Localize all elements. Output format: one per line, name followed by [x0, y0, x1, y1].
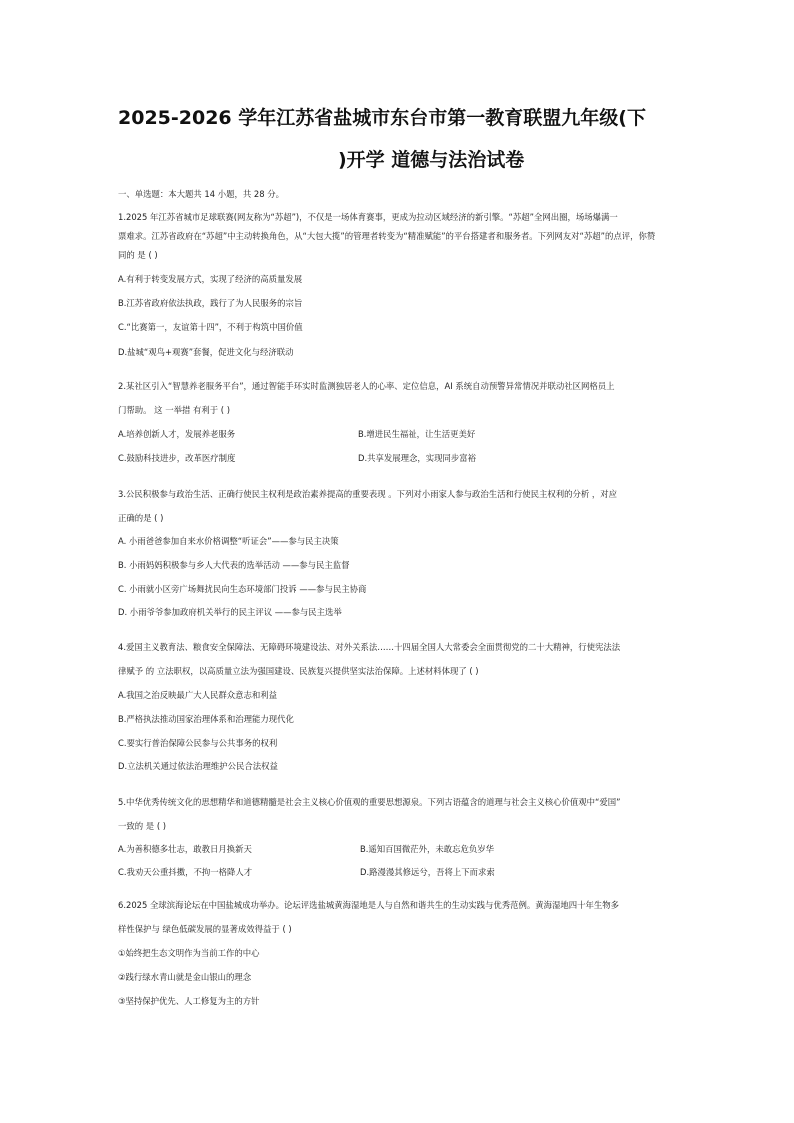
q2-stem-line-2: 门帮助。 这 一举措 有利于 ( ) — [118, 405, 230, 415]
q3-option-c: C. 小雨就小区旁广场舞扰民向生态环境部门投诉 ——参与民主协商 — [118, 584, 367, 594]
q6-stem-line-1: 6.2025 全球滨海论坛在中国盐城成功举办。论坛评选盐城黄海湿地是人与自然和谐共生的生动实践与优秀范例。黄海湿地四十年生物多 — [118, 900, 619, 910]
q5-option-c: C.我劝天公重抖擞，不拘一格降人才 — [118, 867, 253, 877]
q6-option-1: ①始终把生态文明作为当前工作的中心 — [118, 948, 260, 958]
q5-stem-line-1: 5.中华优秀传统文化的思想精华和道德精髓是社会主义核心价值观的重要思想源泉。下列古语蕴含的道理与社会主义核心价值观中“爱国” — [118, 797, 621, 807]
q3-option-a: A. 小雨爸爸参加自来水价格调整“听证会”——参与民主决策 — [118, 536, 339, 546]
q1-option-a: A.有利于转变发展方式，实现了经济的高质量发展 — [118, 274, 303, 284]
q2-option-b: B.增进民生福祉，让生活更美好 — [358, 429, 476, 439]
q6-option-2: ②践行绿水青山就是金山银山的理念 — [118, 972, 252, 982]
q1-option-d: D.盐城“观鸟+观赛”套餐，促进文化与经济联动 — [118, 347, 294, 357]
q2-option-a: A.培养创新人才，发展养老服务 — [118, 429, 236, 439]
q1-stem-line-1: 1.2025 年江苏省城市足球联赛(网友称为“苏超”)，不仅是一场体育赛事，更成为拉动区域经济的新引擎。“苏超”全网出圈，场场爆满一 — [118, 212, 618, 222]
q4-option-d: D.立法机关通过依法治理维护公民合法权益 — [118, 761, 278, 771]
q4-option-c: C.要实行普治保障公民参与公共事务的权利 — [118, 738, 278, 748]
q5-option-b: B.遥知百国微茫外，未敢忘危负岁华 — [360, 844, 495, 854]
q1-option-c: C.“比赛第一，友谊第十四”，不利于构筑中国价值 — [118, 322, 303, 332]
q1-stem-line-2: 票难求。江苏省政府在“苏超”中主动转换角色，从“大包大揽”的管理者转变为“精准赋能”的平台搭建者和服务者。下列网友对“苏超”的点评，你赞 — [118, 231, 656, 241]
q6-stem-line-2: 样性保护与 绿色低碳发展的显著成效得益于 ( ) — [118, 924, 292, 934]
section-heading: 一、单选题：本大题共 14 小题，共 28 分。 — [118, 189, 284, 199]
q2-option-c: C.鼓励科技进步，改革医疗制度 — [118, 453, 236, 463]
q4-stem-line-2: 律赋予 的 立法职权，以高质量立法为强国建设、民族复兴提供坚实法治保障。上述材料体现了 ( ) — [118, 666, 479, 676]
q3-stem-line-2: 正确的是 ( ) — [118, 513, 164, 523]
q2-stem-line-1: 2.某社区引入“智慧养老服务平台”，通过智能手环实时监测独居老人的心率、定位信息，AI 系统自动预警异常情况并联动社区网格员上 — [118, 381, 615, 391]
q2-option-d: D.共享发展理念，实现同步富裕 — [358, 453, 476, 463]
q1-stem-line-3: 同的 是 ( ) — [118, 250, 158, 260]
exam-title-line-1: 2025-2026 学年江苏省盐城市东台市第一教育联盟九年级(下 — [118, 107, 646, 129]
q5-option-d: D.路漫漫其修远兮，吾将上下而求索 — [360, 867, 495, 877]
q1-option-b: B.江苏省政府依法执政，践行了为人民服务的宗旨 — [118, 298, 303, 308]
q4-option-a: A.我国之治反映最广大人民群众意志和利益 — [118, 690, 277, 700]
q3-option-b: B. 小雨妈妈积极参与乡人大代表的选举活动 ——参与民主监督 — [118, 560, 350, 570]
q6-option-3: ③坚持保护优先、人工修复为主的方针 — [118, 996, 260, 1006]
q3-option-d: D. 小雨爷爷参加政府机关举行的民主评议 ——参与民主选举 — [118, 607, 342, 617]
exam-title-line-2: )开学 道德与法治试卷 — [338, 149, 525, 171]
q5-option-a: A.为善积德多壮志，敢教日月换新天 — [118, 844, 252, 854]
q5-stem-line-2: 一致的 是 ( ) — [118, 821, 167, 831]
q3-stem-line-1: 3.公民积极参与政治生活、正确行使民主权利是政治素养提高的重要表现 。下列对小雨家人参与政治生活和行使民主权利的分析 ，对应 — [118, 489, 618, 499]
q4-stem-line-1: 4.爱国主义教育法、粮食安全保障法、无障碍环境建设法、对外关系法……十四届全国人大常委会全面贯彻党的二十大精神，行使宪法法 — [118, 642, 621, 652]
q4-option-b: B.严格执法推动国家治理体系和治理能力现代化 — [118, 714, 294, 724]
